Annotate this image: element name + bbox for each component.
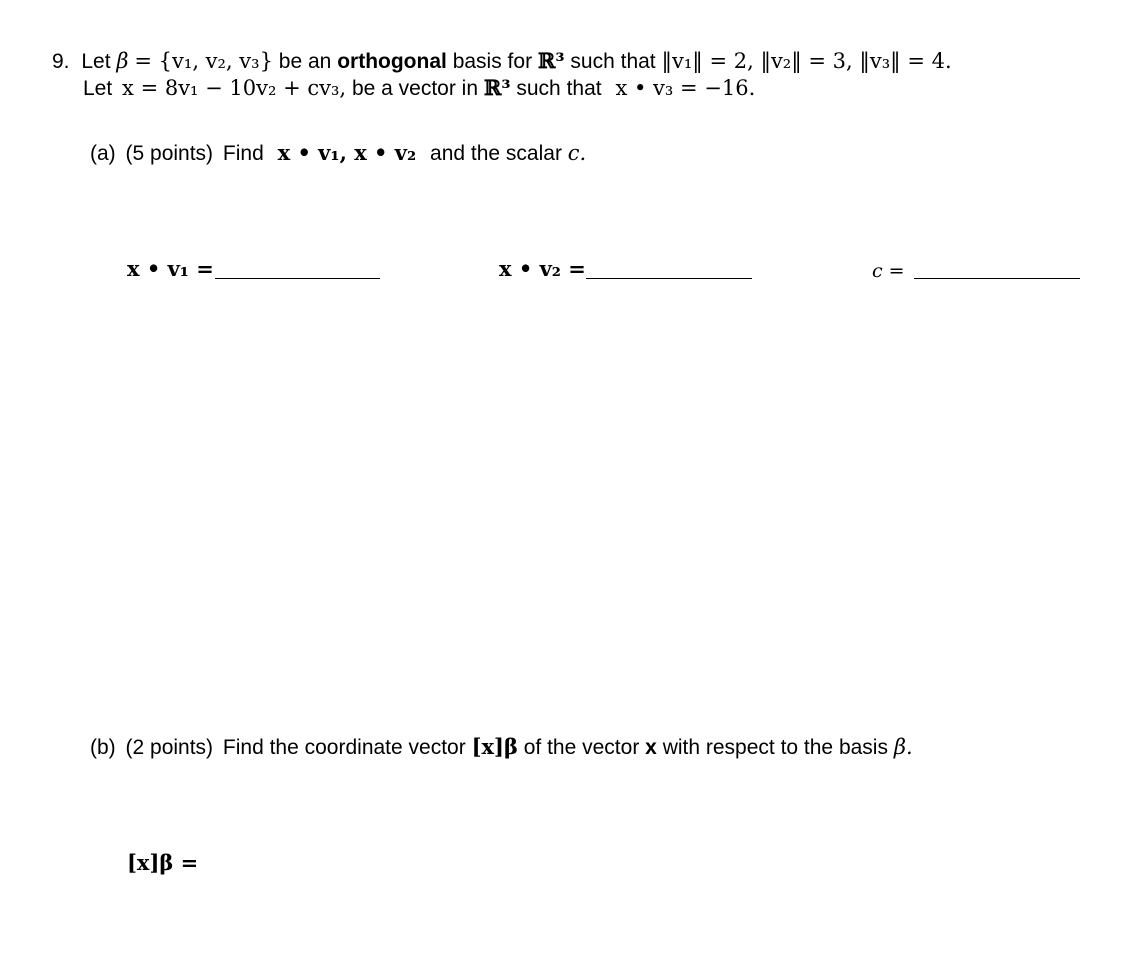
orthogonal-word: orthogonal [337,50,447,73]
part-a-scalar-c: c. [567,141,587,165]
part-b-with-respect: with respect to the basis [662,736,888,759]
let-text-2: Let [83,77,113,100]
part-b-find: Find the coordinate vector [222,736,466,759]
problem-number: 9. [52,50,70,73]
answer-label-x-dot-v2: x • v₂ = [499,256,586,281]
text-such-that-2: such that [516,77,602,100]
part-a-points: (5 points) [125,142,214,165]
part-b-prompt [90,734,913,761]
answer-label-x-dot-v1: x • v₁ = [127,256,214,281]
text-basis-for: basis for [452,50,533,73]
part-b-x: x [645,736,657,759]
answer-blank-c[interactable] [914,278,1080,279]
part-b-of-vector: of the vector [523,736,640,759]
norm-values: ‖v₁‖ = 2, ‖v₂‖ = 3, ‖v₃‖ = 4. [661,49,952,73]
answer-label-c: c = [872,260,905,282]
x-definition: x = 8v₁ − 10v₂ + cv₃, [122,76,347,100]
answer-blank-x-dot-v2[interactable] [586,278,752,279]
part-a-and-scalar: and the scalar [430,142,562,165]
problem-line-2 [83,75,755,102]
basis-symbol: β [116,49,129,73]
basis-set: {v₁, v₂, v₃} [158,49,273,73]
let-text-1: Let [81,50,111,73]
part-a-find: Find [222,142,264,165]
part-b-label: (b) [90,736,116,759]
part-b-basis: β. [893,735,913,759]
part-a-expressions: x • v₁, x • v₂ [277,140,417,165]
text-be-a-vector: be a vector in [351,77,479,100]
part-b-points: (2 points) [125,736,214,759]
dot-condition: x • v₃ = −16. [615,76,756,100]
real-space-2: ℝ³ [483,75,511,100]
text-such-that: such that [570,50,656,73]
answer-blank-x-dot-v1[interactable] [215,278,380,279]
part-a-prompt [90,140,586,167]
answer-label-coord-vector: [x]β = [127,850,199,875]
text-be-an: be an [278,50,332,73]
real-space: ℝ³ [537,48,565,73]
problem-line-1: 9. Let β = {v₁, v₂, v₃} be an orthogonal basis for ℝ³ such that ‖v₁‖ = 2, ‖v₂‖ = 3, ‖v₃‖ = 4. [52,48,952,73]
part-a-label: (a) [90,142,116,165]
part-b-coord-vector: [x]β [471,734,518,759]
